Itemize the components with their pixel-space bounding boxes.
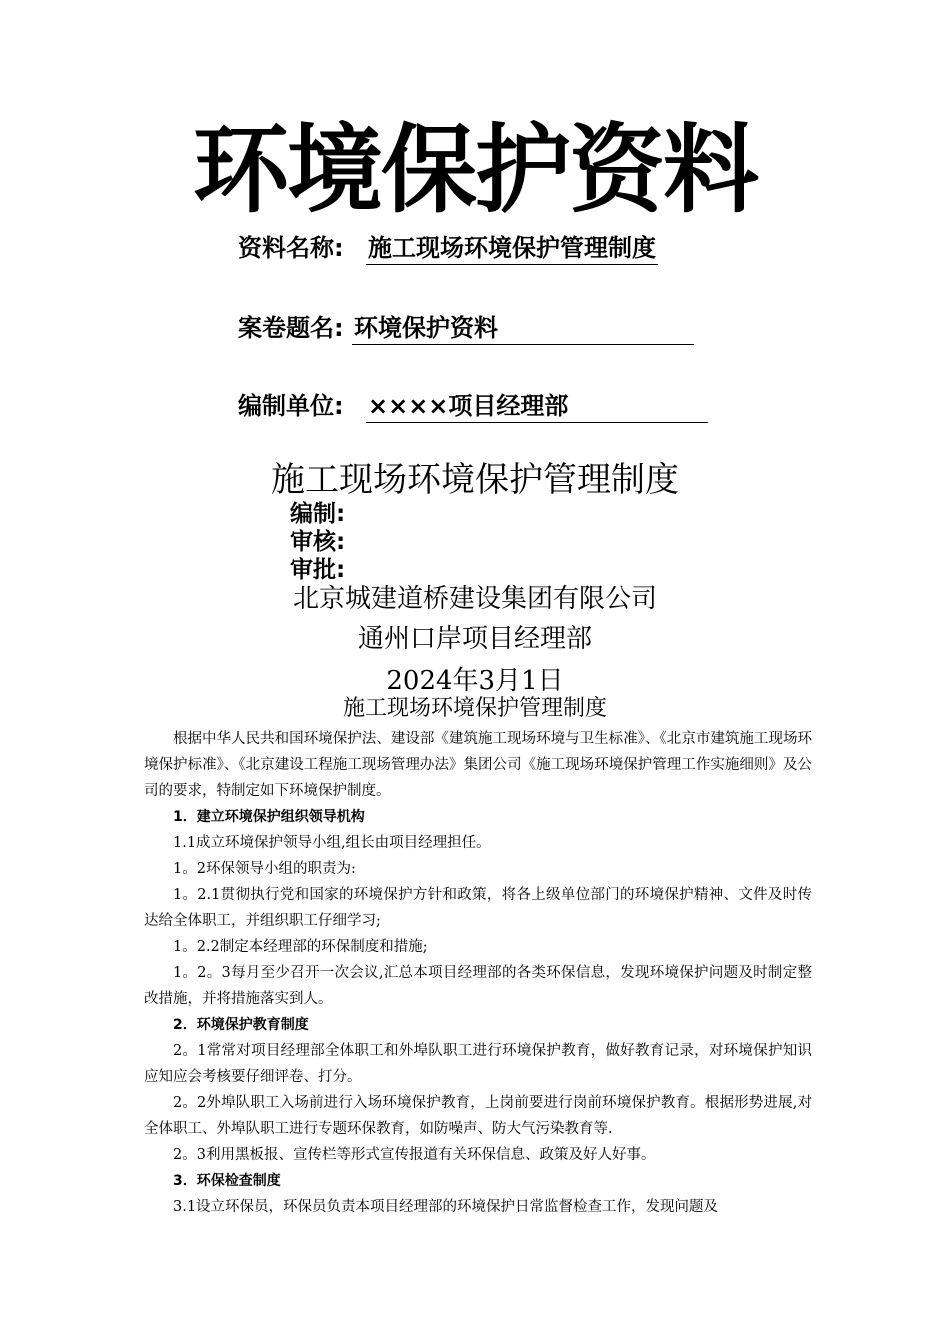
body-paragraph: 根据中华人民共和国环境保护法、建设部《建筑施工现场环境与卫生标准》、《北京市建筑施工现场环境保护标准》、《北京建设工程施工现场管理办法》集团公司《施工现场环境保护管理工作实施细则》及公司的要求，特制定如下环境保护制度。 — [144, 731, 812, 799]
document-name-label: 资料名称: — [238, 234, 344, 262]
body-paragraph: 3.1设立环保员，环保员负责本项目经理部的环境保护日常监督检查工作，发现问题及 — [173, 1199, 719, 1215]
document-title: 施工现场环境保护管理制度 — [342, 696, 607, 721]
section-heading: 3．环保检查制度 — [173, 1173, 281, 1189]
document-body — [144, 726, 812, 1220]
document-name-value: 施工现场环境保护管理制度 — [366, 232, 658, 265]
body-paragraph: 2。1常常对项目经理部全体职工和外埠队职工进行环境保护教育，做好教育记录，对环境保护知识应知应会考核要仔细评卷、打分。 — [144, 1043, 812, 1085]
compiling-unit-value: ××××项目经理部 — [366, 390, 708, 423]
section-heading: 1．建立环境保护组织领导机构 — [173, 809, 365, 825]
compiling-unit-label: 编制单位: — [238, 392, 344, 420]
body-paragraph: 1。2.2制定本经理部的环保制度和措施; — [173, 939, 428, 955]
body-paragraph: 2。3利用黑板报、宣传栏等形式宣传报道有关环保信息、政策及好人好事。 — [173, 1147, 656, 1163]
body-paragraph: 1.1成立环境保护领导小组,组长由项目经理担任。 — [173, 835, 491, 851]
case-title-value: 环境保护资料 — [352, 312, 694, 345]
case-title-row — [238, 312, 694, 345]
body-paragraph: 1。2环保领导小组的职责为: — [173, 861, 356, 877]
case-title-label: 案卷题名: — [238, 314, 344, 342]
document-name-row — [238, 232, 658, 265]
section-heading: 2．环境保护教育制度 — [173, 1017, 309, 1033]
title-page-heading: 施工现场环境保护管理制度 — [271, 460, 679, 500]
department-name: 通州口岸项目经理部 — [357, 624, 592, 654]
document-date: 2024年3月1日 — [386, 666, 564, 696]
approved-by-label: 审批: — [290, 557, 346, 583]
company-name: 北京城建道桥建设集团有限公司 — [292, 584, 657, 614]
compiling-unit-row — [238, 390, 708, 423]
body-paragraph: 1。2。3每月至少召开一次会议,汇总本项目经理部的各类环保信息，发现环境保护问题及时制定整改措施，并将措施落实到人。 — [144, 965, 812, 1007]
body-paragraph: 1。2.1贯彻执行党和国家的环境保护方针和政策，将各上级单位部门的环境保护精神、文件及时传达给全体职工，并组织职工仔细学习; — [144, 887, 812, 929]
reviewed-by-label: 审核: — [290, 529, 346, 555]
compiled-by-label: 编制: — [290, 501, 346, 527]
cover-title: 环境保护资料 — [193, 114, 757, 226]
body-paragraph: 2。2外埠队职工入场前进行入场环境保护教育，上岗前要进行岗前环境保护教育。根据形势进展,对全体职工、外埠队职工进行专题环保教育，如防噪声、防大气污染教育等. — [144, 1095, 812, 1137]
